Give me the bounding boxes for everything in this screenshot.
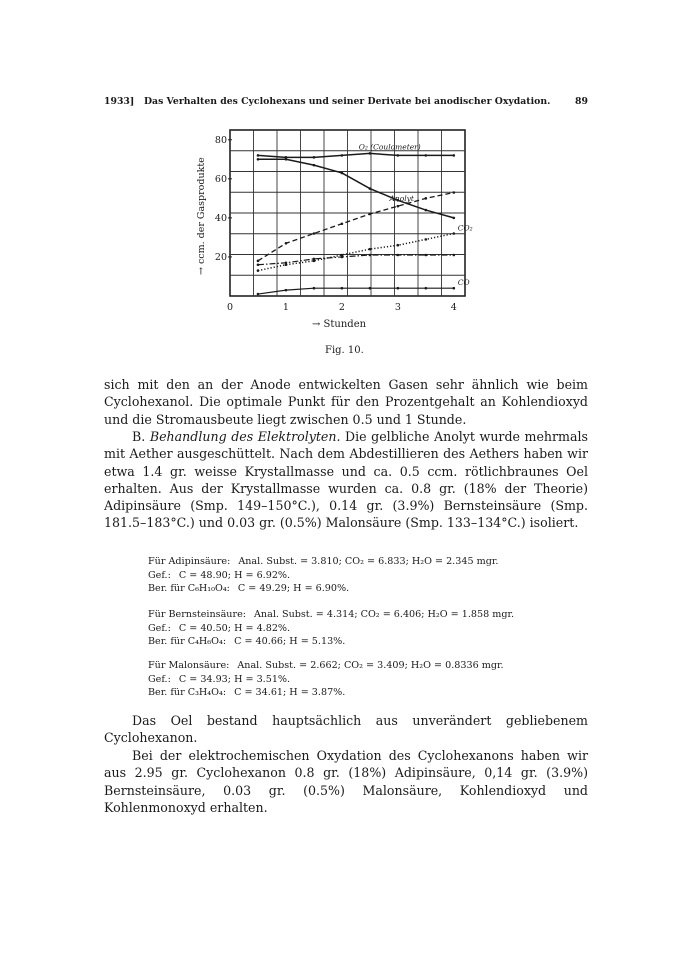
data-point [257, 263, 260, 266]
series-label: CO [457, 278, 470, 288]
analysis-label: Für Adipinsäure: [148, 556, 231, 567]
x-axis-label: → Stunden [312, 319, 367, 330]
data-point [313, 258, 316, 261]
data-point [397, 154, 400, 157]
analysis-bernsteinsaeure [148, 608, 588, 649]
data-point [369, 213, 372, 216]
calc-values: C = 49.29; H = 6.90%. [237, 583, 350, 595]
data-point [369, 287, 372, 290]
section-label: B. [132, 429, 146, 444]
found-values: C = 34.93; H = 3.51%. [178, 673, 291, 685]
series-label: O₂ (Coulometer) [358, 142, 421, 152]
series-line-2 [258, 192, 454, 260]
data-point [285, 242, 288, 245]
x-tick-label: 1 [282, 302, 289, 313]
paragraph-2 [104, 428, 588, 532]
y-tick-label: 60 [214, 173, 227, 185]
data-point [257, 269, 260, 272]
data-point [425, 287, 428, 290]
calc-values: C = 40.66; H = 5.13%. [234, 636, 346, 648]
series-label: CO₂ [457, 223, 473, 233]
series-line-0 [258, 153, 454, 157]
figure-10-chart [190, 120, 480, 320]
calc-label: Ber. für C₆H₁₀O₄: [148, 583, 230, 595]
analysis-adipinsaeure [148, 555, 588, 596]
data-point [257, 260, 260, 263]
data-point [257, 158, 260, 161]
data-point [341, 222, 344, 225]
data-point [341, 256, 344, 259]
found-label: Gef.: [148, 622, 171, 634]
paragraph-4 [104, 747, 588, 816]
data-point [453, 287, 456, 290]
series-line-3 [258, 234, 454, 271]
found-values: C = 48.90; H = 6.92%. [178, 569, 291, 581]
data-point [397, 254, 400, 257]
data-point [453, 191, 456, 194]
paragraph-3-text: Das Oel bestand hauptsächlich aus unverändert gebliebenem Cyclohexanon. [104, 713, 588, 746]
x-tick-label: 2 [338, 302, 345, 313]
data-point [369, 248, 372, 251]
section-title: Behandlung des Elektrolyten. [149, 429, 341, 444]
y-tick-label: 80 [214, 134, 227, 146]
data-point [369, 187, 372, 190]
paragraph-4-text: Bei der elektrochemischen Oxydation des Cyclohexanons haben wir aus 2.95 gr. Cyclohexanon 0.8 gr. (18%) Adipinsäure, 0,14 gr. (3.9%) Bernsteinsäure, 0.03 gr. (0.5%) Malonsäure, Kohlendioxyd und Kohlenmonoxyd erhalten. [104, 748, 588, 815]
x-tick-label: 4 [450, 302, 457, 313]
data-point [369, 152, 372, 155]
found-values: C = 40.50; H = 4.82%. [178, 622, 291, 634]
y-tick-label: 40 [214, 212, 227, 224]
paragraph-3 [104, 712, 588, 747]
chart-ticks [215, 135, 457, 313]
chart-series [257, 152, 455, 295]
data-point [453, 217, 456, 220]
data-point [313, 156, 316, 159]
data-point [257, 154, 260, 157]
header-year: 1933] [104, 96, 135, 107]
data-point [397, 244, 400, 247]
data-point [341, 172, 344, 175]
x-tick-label: 3 [394, 302, 401, 313]
data-point [313, 232, 316, 235]
analysis-values: Anal. Subst. = 3.810; CO₂ = 6.833; H₂O = 2.345 mgr. [238, 556, 499, 567]
chart-labels [359, 142, 473, 287]
series-line-5 [258, 288, 454, 294]
analysis-malonsaeure [148, 659, 588, 700]
calc-values: C = 34.61; H = 3.87%. [234, 687, 346, 699]
data-point [425, 197, 428, 200]
data-point [285, 262, 288, 265]
calc-label: Ber. für C₃H₄O₄: [148, 687, 227, 699]
y-axis-label: → ccm. der Gasprodukte [196, 157, 207, 275]
series-line-4 [258, 255, 454, 265]
analysis-values: Anal. Subst. = 4.314; CO₂ = 6.406; H₂O = 1.858 mgr. [254, 609, 515, 620]
data-point [453, 232, 456, 235]
figure-caption: Fig. 10. [325, 345, 364, 356]
page-number: 89 [575, 96, 588, 107]
x-tick-label: 0 [226, 302, 234, 313]
found-label: Gef.: [148, 673, 171, 685]
analysis-label: Für Malonsäure: [148, 660, 230, 671]
data-point [313, 164, 316, 167]
paragraph-1: sich mit den an der Anode entwickelten Gasen sehr ähnlich wie beim Cyclohexanol. Die optimale Punkt für den Prozentgehalt an Kohlendioxyd und die Stromausbeute liegt zwischen 0.5 und 1 Stunde. [104, 377, 588, 427]
data-point [341, 154, 344, 157]
data-point [397, 287, 400, 290]
data-point [341, 287, 344, 290]
data-point [285, 289, 288, 292]
header-title: Das Verhalten des Cyclohexans und seiner Derivate bei anodischer Oxydation. [144, 96, 551, 107]
data-point [313, 287, 316, 290]
calc-label: Ber. für C₄H₆O₄: [148, 636, 227, 648]
data-point [397, 205, 400, 208]
data-point [425, 154, 428, 157]
paragraph-2-text: Die gelbliche Anolyt wurde mehrmals mit Aether ausgeschüttelt. Nach dem Abdestillieren des Aethers haben wir etwa 1.4 gr. weisse Krystallmasse und ca. 0.5 ccm. rötlichbraunes Oel erhalten. Aus der Krystallmasse wurden ca. 0.8 gr. (18% der Theorie) Adipinsäure (Smp. 149–150°C.), 0.14 gr. (3.9%) Bernsteinsäure (Smp. 181.5–183°C.) und 0.03 gr. (0.5%) Malonsäure (Smp. 133–134°C.) isoliert. [104, 429, 588, 531]
data-point [285, 158, 288, 161]
analysis-label: Für Bernsteinsäure: [148, 609, 246, 620]
data-point [425, 209, 428, 212]
data-point [425, 238, 428, 241]
found-label: Gef.: [148, 569, 171, 581]
series-label: Anolyt [389, 194, 414, 204]
analysis-values: Anal. Subst. = 2.662; CO₂ = 3.409; H₂O = 0.8336 mgr. [237, 660, 504, 671]
data-point [257, 293, 260, 296]
data-point [425, 254, 428, 257]
data-point [453, 154, 456, 157]
data-point [369, 254, 372, 257]
y-tick-label: 20 [214, 251, 227, 263]
series-line-1 [258, 159, 454, 218]
data-point [453, 254, 456, 257]
